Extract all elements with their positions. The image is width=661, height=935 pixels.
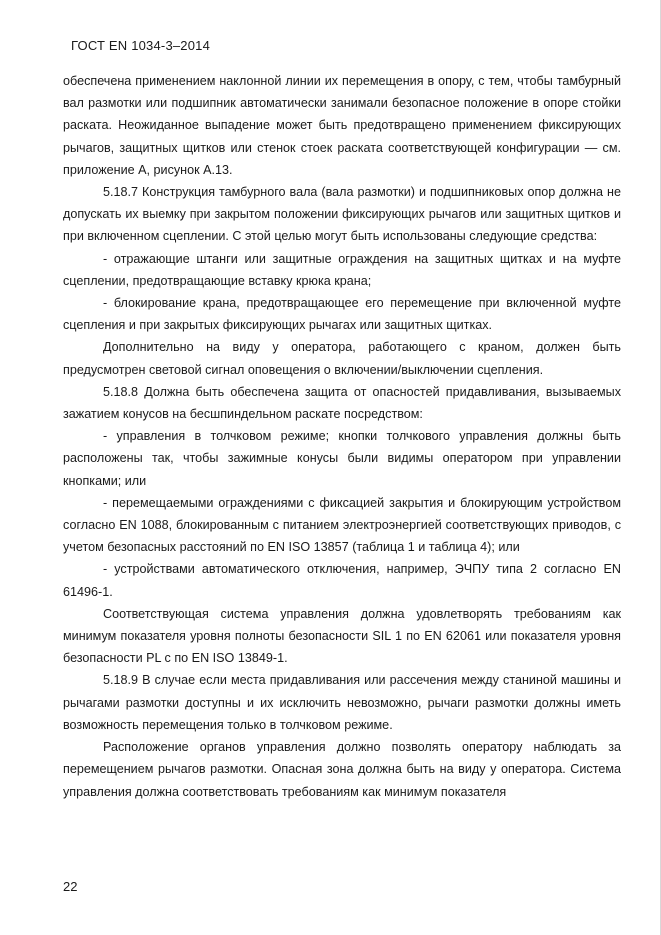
list-item: - устройствами автоматического отключения, например, ЭЧПУ типа 2 согласно EN 61496-1. [63, 562, 621, 599]
list-item: - управления в толчковом режиме; кнопки толчкового управления должны быть расположены так, чтобы зажимные конусы были видимы оператором при управлении кнопками; или [63, 429, 621, 488]
document-header: ГОСТ EN 1034-3–2014 [71, 38, 211, 53]
list-item: - блокирование крана, предотвращающее его перемещение при включенной муфте сцепления и при закрытых фиксирующих рычагах или защитных щитках. [63, 296, 621, 333]
paragraph-continuation: обеспечена применением наклонной линии их перемещения в опору, с тем, чтобы тамбурный вал размотки или подшипник автоматически занимали безопасное положение в опоре стойки раската. Неожиданное выпадение может быть предотвращено применением фиксирующих рычагов, защитных щитков или стенок стоек раската соответствующей конфигурации — см. приложение А, рисунок А.13. [63, 74, 621, 177]
document-body [63, 70, 621, 803]
list-item: - отражающие штанги или защитные ограждения на защитных щитках и на муфте сцеплении, предотвращающие вставку крюка крана; [63, 251, 621, 288]
paragraph: Соответствующая система управления должна удовлетворять требованиям как минимум показателя уровня полноты безопасности SIL 1 по EN 62061 или показателя уровня безопасности PL с по EN ISO 13849-1. [63, 606, 621, 666]
paragraph: Дополнительно на виду у оператора, работающего с краном, должен быть предусмотрен световой сигнал оповещения о включении/выключении сцепления. [63, 340, 621, 377]
list-item: - перемещаемыми ограждениями с фиксацией закрытия и блокирующим устройством согласно EN 1088, блокированным с питанием электроэнергией соответствующих приводов, с учетом безопасных расстояний по EN ISO 13857 (таблица 1 и таблица 4); или [63, 495, 621, 555]
clause-5-18-7: 5.18.7 Конструкция тамбурного вала (вала размотки) и подшипниковых опор должна не допускать их выемку при закрытом положении фиксирующих рычагов или защитных щитков и при включенном сцеплении. С этой целью могут быть использованы следующие средства: [63, 185, 621, 244]
clause-5-18-8: 5.18.8 Должна быть обеспечена защита от опасностей придавливания, вызываемых зажатием конусов на бесшпиндельном раскате посредством: [63, 384, 621, 422]
clause-5-18-9: 5.18.9 В случае если места придавливания или рассечения между станиной машины и рычагами размотки доступны и их исключить невозможно, рычаги размотки должны иметь возможность перемещения только в толчковом режиме. [63, 673, 621, 732]
page-number: 22 [63, 879, 78, 894]
paragraph: Расположение органов управления должно позволять оператору наблюдать за перемещением рычагов размотки. Опасная зона должна быть на виду у оператора. Система управления должна соответствовать требованиям как минимум показателя [63, 740, 621, 799]
